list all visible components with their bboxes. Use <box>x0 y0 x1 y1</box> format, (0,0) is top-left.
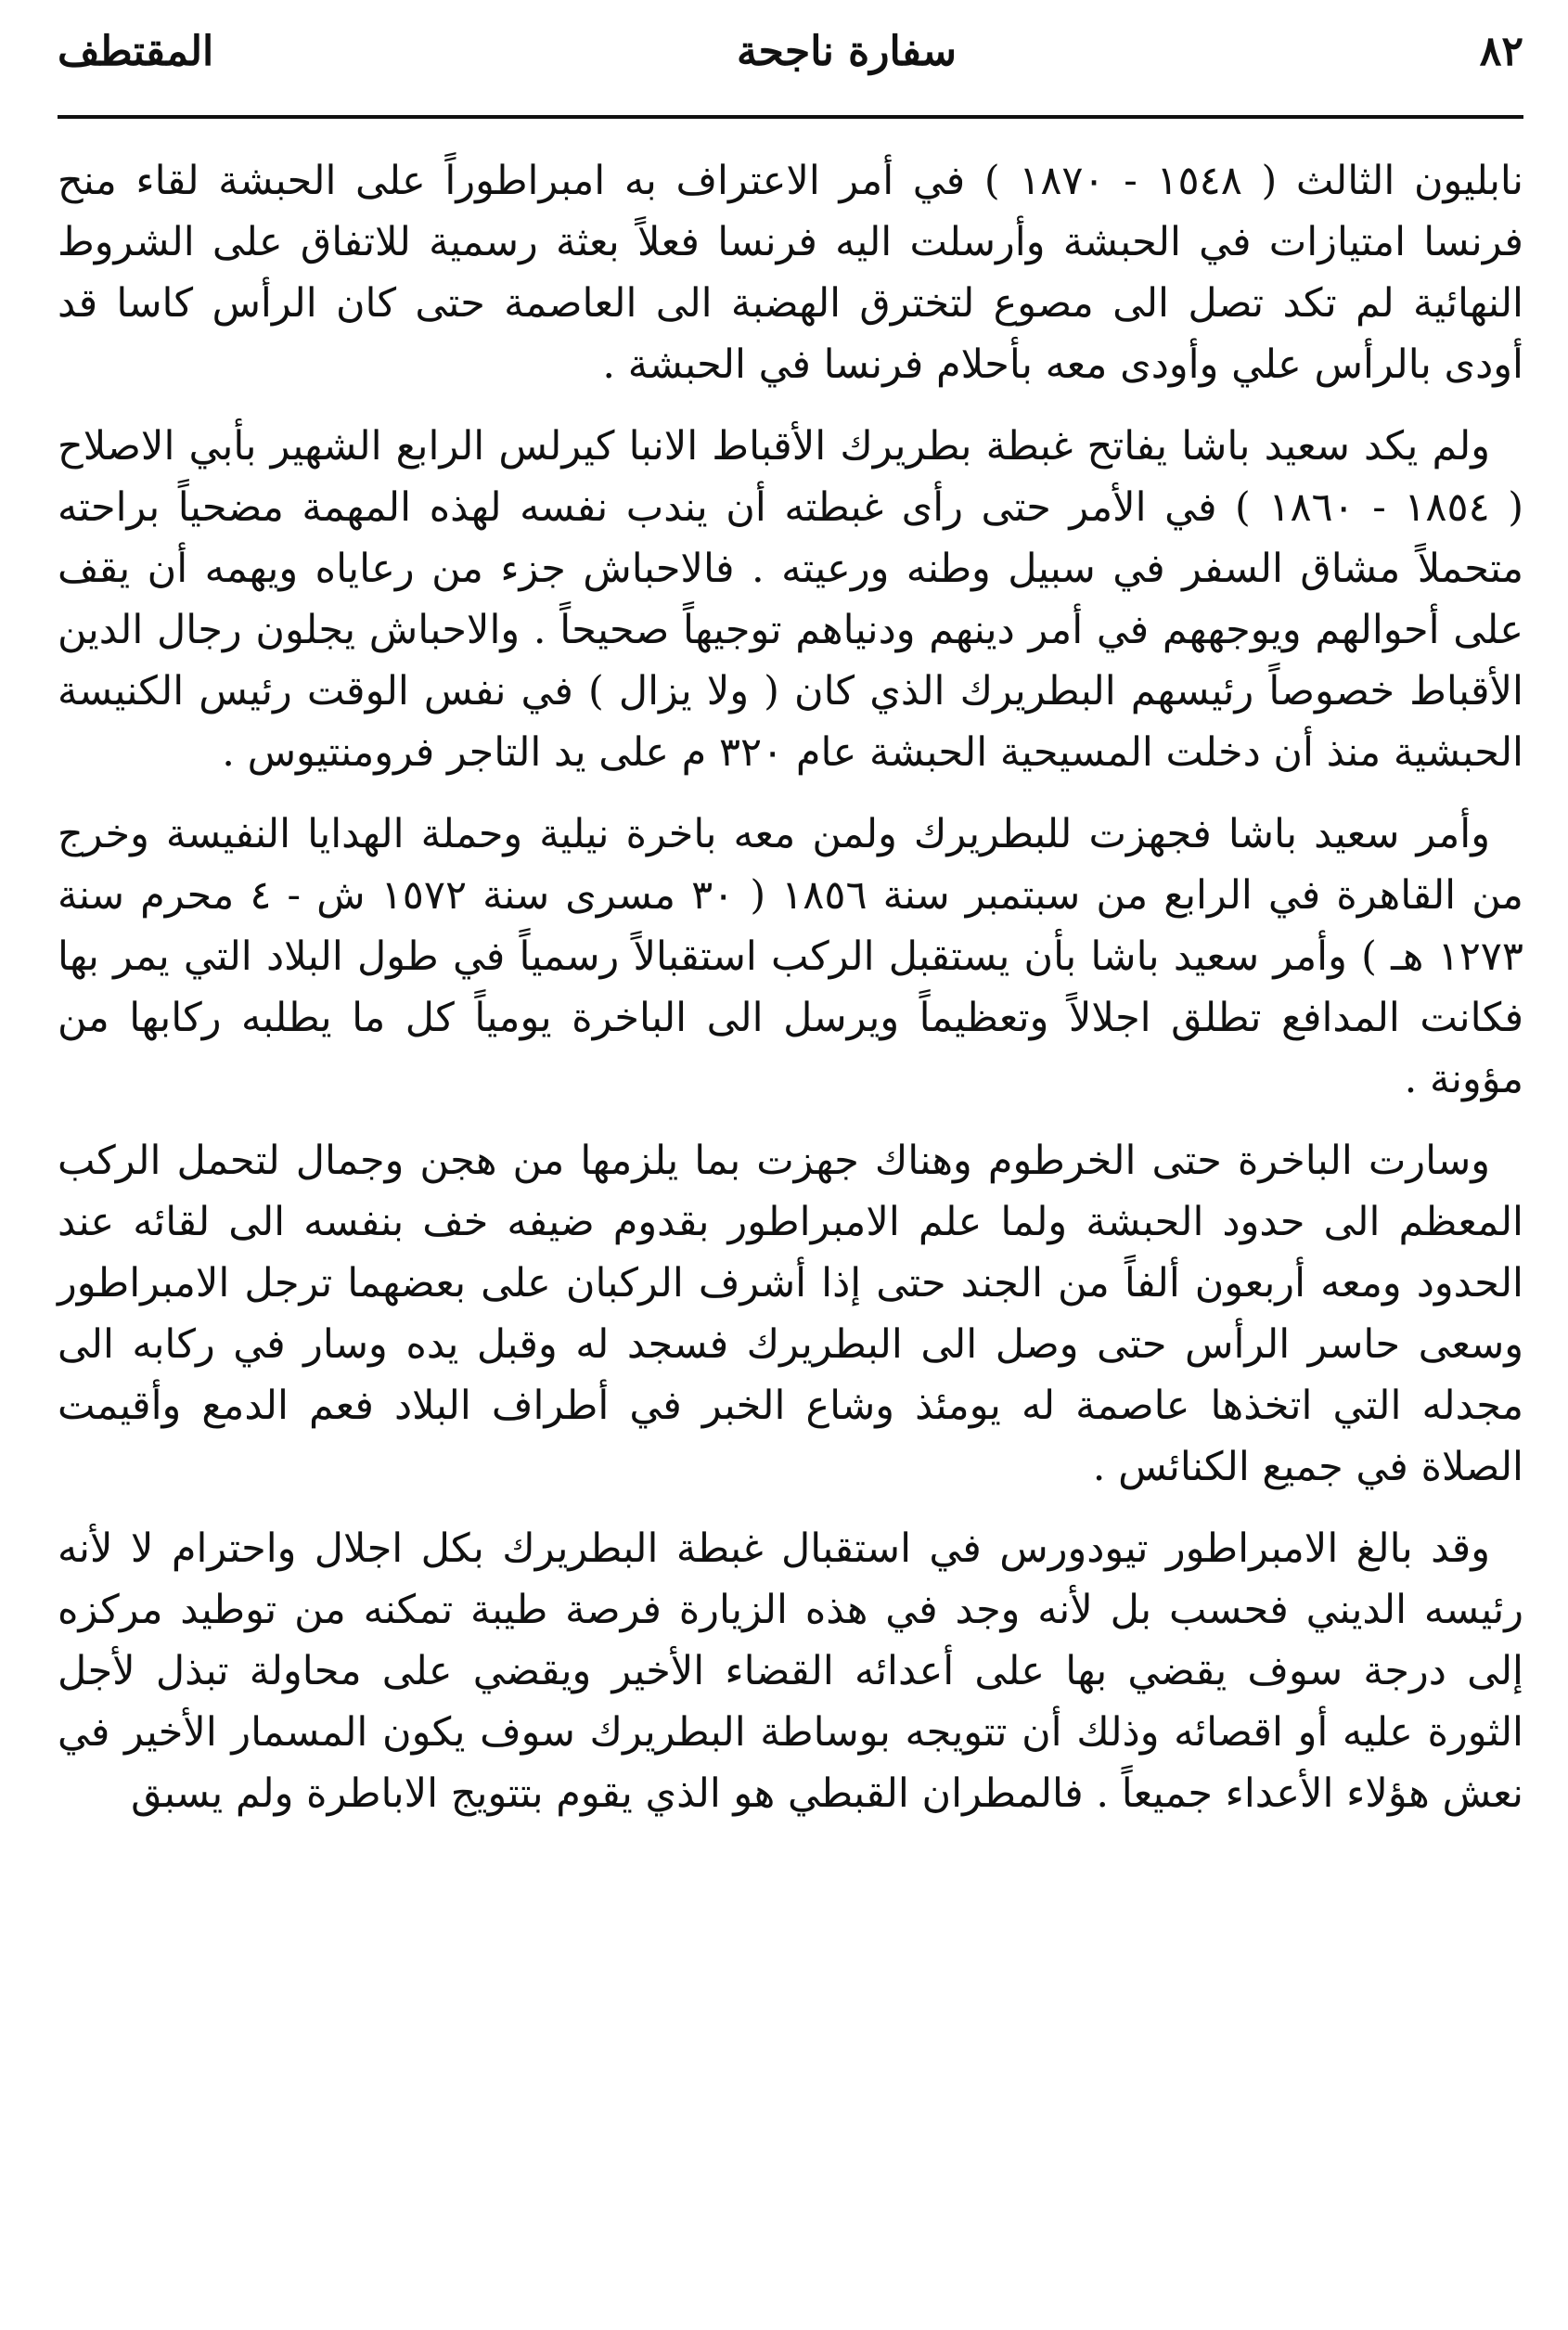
paragraph-2: ولم يكد سعيد باشا يفاتح غبطة بطريرك الأقباط الانبا كيرلس الرابع الشهير بأبي الاصلاح ( ١٨٥٤ - ١٨٦٠ ) في الأمر حتى رأى غبطته أن يندب نفسه لهذه المهمة مضحياً براحته متحملاً مشاق السفر في سبيل وطنه ورعيته . فالاحباش جزء من رعاياه ويهمه أن يقف على أحوالهم ويوجههم في أمر دينهم ودنياهم توجيهاً صحيحاً . والاحباش يجلون رجال الدين الأقباط خصوصاً رئيسهم البطريرك الذي كان ( ولا يزال ) في نفس الوقت رئيس الكنيسة الحبشية منذ أن دخلت المسيحية الحبشة عام ٣٢٠ م على يد التاجر فرومنتيوس . <box>58 423 1523 776</box>
journal-name: المقتطف <box>58 28 214 75</box>
paragraph-1: نابليون الثالث ( ١٥٤٨ - ١٨٧٠ ) في أمر الاعتراف به امبراطوراً على الحبشة لقاء منح فرنسا امتيازات في الحبشة وأرسلت اليه فرنسا فعلاً بعثة رسمية للاتفاق على الشروط النهائية لم تكد تصل الى مصوع لتخترق الهضبة الى العاصمة حتى كان الرأس كاسا قد أودى بالرأس علي وأودى معه بأحلام فرنسا في الحبشة . <box>58 158 1523 388</box>
paragraph-5: وقد بالغ الامبراطور تيودورس في استقبال غبطة البطريرك بكل اجلال واحترام لا لأنه رئيسه الديني فحسب بل لأنه وجد في هذه الزيارة فرصة طيبة تمكنه من توطيد مركزه إلى درجة سوف يقضي بها على أعدائه القضاء الأخير ويقضي على محاولة تبذل لأجل الثورة عليه أو اقصائه وذلك أن تتويجه بوساطة البطريرك سوف يكون المسمار الأخير في نعش هؤلاء الأعداء جميعاً . فالمطران القبطي هو الذي يقوم بتتويج الاباطرة ولم يسبق <box>58 1525 1523 1817</box>
header-rule <box>58 115 1523 119</box>
page-number: ٨٢ <box>1479 28 1523 75</box>
article-body <box>58 150 1523 1824</box>
running-header <box>58 28 1523 102</box>
paragraph-3: وأمر سعيد باشا فجهزت للبطريرك ولمن معه باخرة نيلية وحملة الهدايا النفيسة وخرج من القاهرة في الرابع من سبتمبر سنة ١٨٥٦ ( ٣٠ مسرى سنة ١٥٧٢ ش - ٤ محرم سنة ١٢٧٣ هـ ) وأمر سعيد باشا بأن يستقبل الركب استقبالاً رسمياً في طول البلاد التي يمر بها فكانت المدافع تطلق اجلالاً وتعظيماً ويرسل الى الباخرة يومياً كل ما يطلبه ركابها من مؤونة . <box>58 811 1523 1102</box>
article-title: سفارة ناجحة <box>737 28 957 75</box>
paragraph-4: وسارت الباخرة حتى الخرطوم وهناك جهزت بما يلزمها من هجن وجمال لتحمل الركب المعظم الى حدود الحبشة ولما علم الامبراطور بقدوم ضيفه خف بنفسه الى لقائه عند الحدود ومعه أربعون ألفاً من الجند حتى إذا أشرف الركبان على بعضهما ترجل الامبراطور وسعى حاسر الرأس حتى وصل الى البطريرك فسجد له وقبل يده وسار في ركابه الى مجدله التي اتخذها عاصمة له يومئذ وشاع الخبر في أطراف البلاد فعم الدمع وأقيمت الصلاة في جميع الكنائس . <box>58 1138 1523 1490</box>
